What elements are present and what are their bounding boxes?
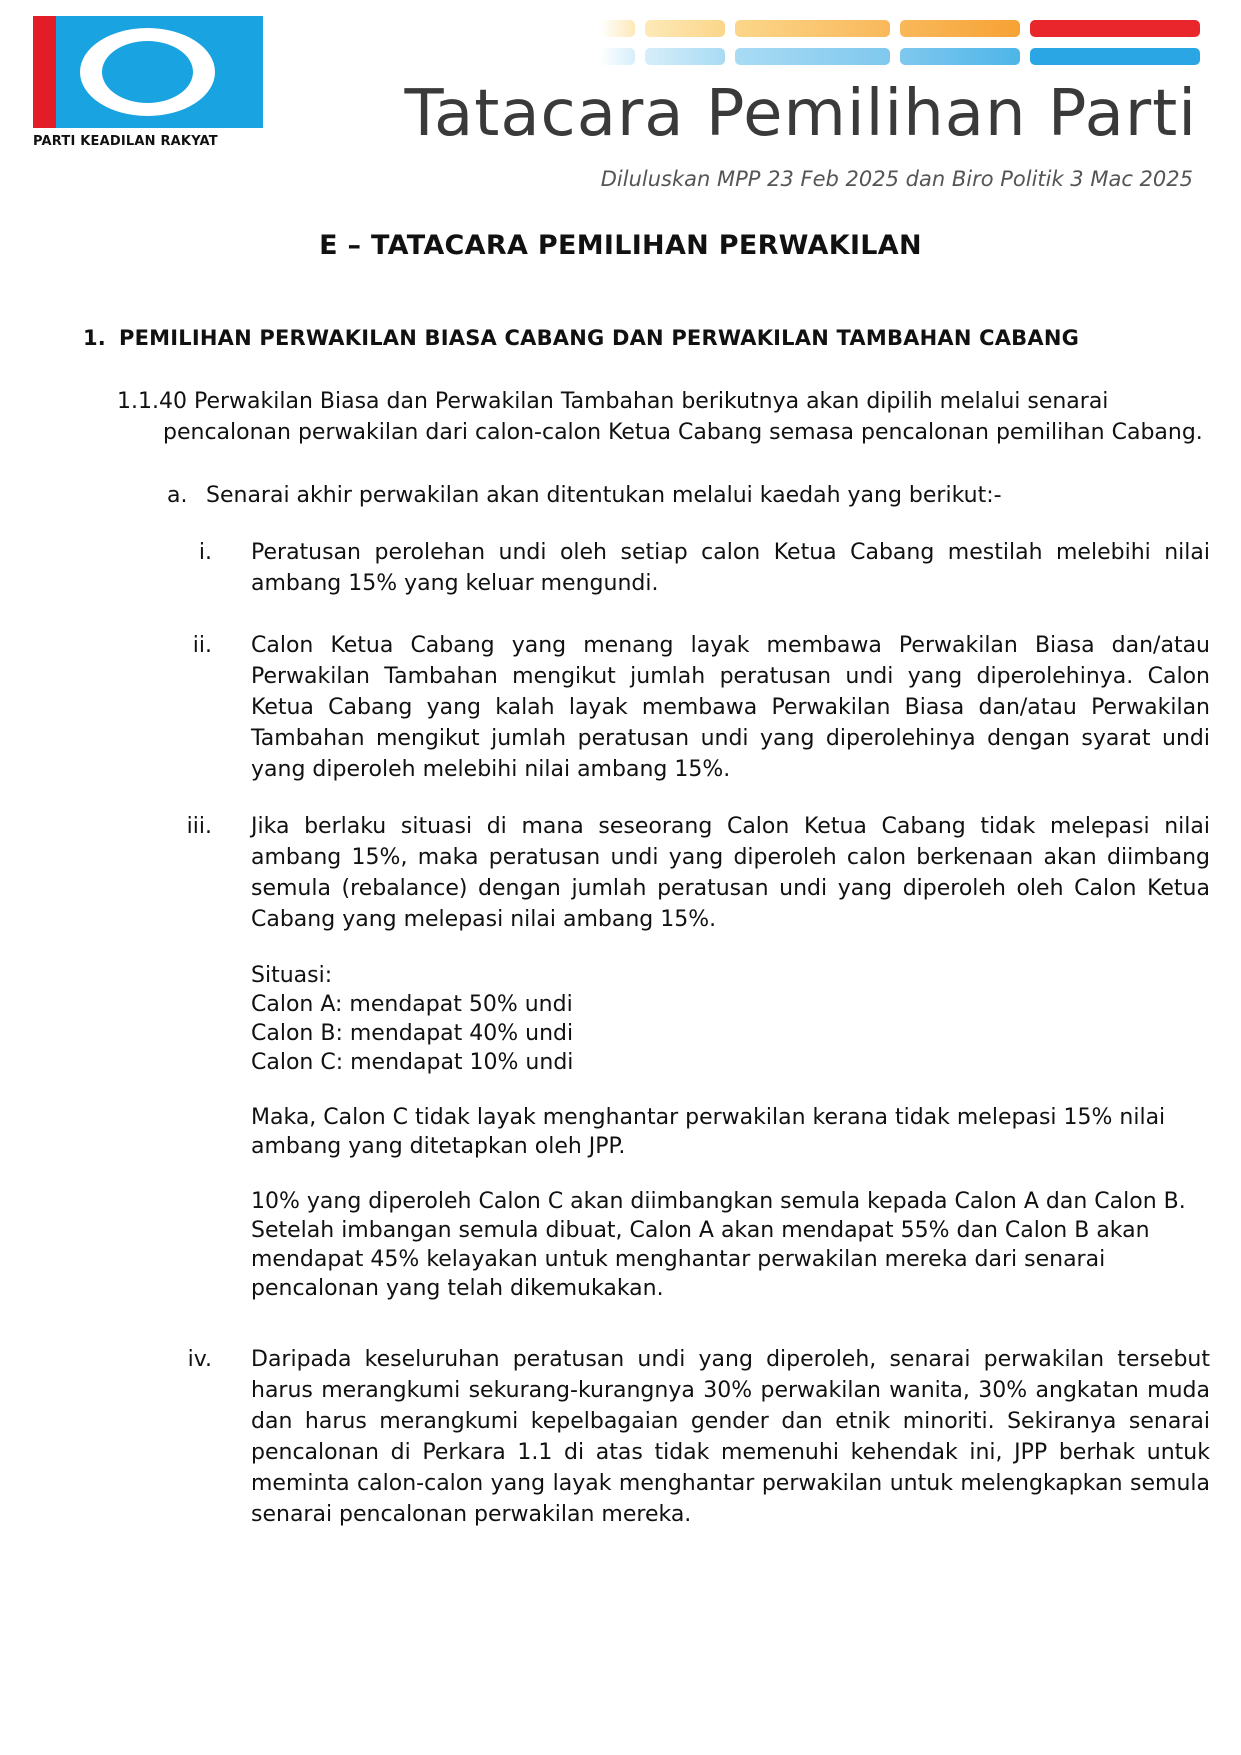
logo-emblem xyxy=(33,16,263,128)
conclusion-text: Maka, Calon C tidak layak menghantar perwakilan kerana tidak melepasi 15% nilai ambang yang ditetapkan oleh JPP. xyxy=(251,1105,1166,1159)
clause-line-2: pencalonan perwakilan dari calon-calon Ketua Cabang semasa pencalonan pemilihan Cabang. xyxy=(163,420,1203,445)
stripe xyxy=(600,48,635,65)
clause-number: 1.1.40 xyxy=(117,389,187,414)
clause-line-1: Perwakilan Biasa dan Perwakilan Tambahan berikutnya akan dipilih melalui senarai xyxy=(193,389,1109,414)
stripe xyxy=(1030,20,1200,37)
sub-clause-text: Senarai akhir perwakilan akan ditentukan melalui kaedah yang berikut:- xyxy=(206,483,1002,508)
stripe xyxy=(600,20,635,37)
stripe xyxy=(900,20,1020,37)
item-number: iii. xyxy=(186,814,212,839)
sub-clause-a xyxy=(167,480,1207,511)
item-text: Calon Ketua Cabang yang menang layak membawa Perwakilan Biasa dan/atau Perwakilan Tambahan mengikut jumlah peratusan undi yang diperolehinya. Calon Ketua Cabang yang kalah layak membawa Perwakilan Biasa dan/atau Perwakilan Tambahan mengikut jumlah peratusan undi yang diperolehinya dengan syarat undi yang diperoleh melebihi nilai ambang 15%. xyxy=(251,633,1210,782)
item-number: i. xyxy=(198,540,212,565)
item-number: ii. xyxy=(192,633,212,658)
logo-ring-icon xyxy=(80,28,215,116)
situation-line: Calon C: mendapat 10% undi xyxy=(251,1050,574,1075)
stripe xyxy=(900,48,1020,65)
logo-blue-field xyxy=(56,16,263,128)
rebalance-text: 10% yang diperoleh Calon C akan diimbangkan semula kepada Calon A dan Calon B. Setelah imbangan semula dibuat, Calon A akan mendapat 55% dan Calon B akan mendapat 45% kelayakan untuk menghantar perwakilan mereka dari senarai pencalonan yang telah dikemukakan. xyxy=(251,1189,1186,1301)
heading-number: 1. xyxy=(83,326,106,350)
document-subtitle: Diluluskan MPP 23 Feb 2025 dan Biro Politik 3 Mac 2025 xyxy=(600,167,1193,191)
item-number: iv. xyxy=(187,1347,212,1372)
item-text: Peratusan perolehan undi oleh setiap calon Ketua Cabang mestilah melebihi nilai ambang 15% yang keluar mengundi. xyxy=(251,540,1210,596)
clause-paragraph xyxy=(117,386,1209,448)
stripe xyxy=(645,48,725,65)
heading-text: PEMILIHAN PERWAKILAN BIASA CABANG DAN PERWAKILAN TAMBAHAN CABANG xyxy=(119,326,1080,350)
situation-line: Calon B: mendapat 40% undi xyxy=(251,1021,574,1046)
item-text: Daripada keseluruhan peratusan undi yang diperoleh, senarai perwakilan tersebut harus merangkumi sekurang-kurangnya 30% perwakilan wanita, 30% angkatan muda dan harus merangkumi kepelbagaian gender dan etnik minoriti. Sekiranya senarai pencalonan di Perkara 1.1 di atas tidak memenuhi kehendak ini, JPP berhak untuk meminta calon-calon yang layak menghantar perwakilan untuk melengkapkan semula senarai pencalonan perwakilan mereka. xyxy=(251,1347,1210,1527)
stripe xyxy=(645,20,725,37)
stripe xyxy=(1030,48,1200,65)
logo-red-bar xyxy=(33,16,56,128)
document-title: Tatacara Pemilihan Parti xyxy=(404,77,1197,151)
sub-clause-label: a. xyxy=(167,483,188,508)
section-heading xyxy=(83,326,1079,350)
section-title: E – TATACARA PEMILIHAN PERWAKILAN xyxy=(319,230,922,261)
item-body xyxy=(251,811,1210,1303)
logo-text: PARTI KEADILAN RAKYAT xyxy=(33,134,218,149)
situation-label: Situasi: xyxy=(251,963,333,988)
header-stripes xyxy=(560,20,1200,68)
party-logo xyxy=(33,16,263,154)
stripe xyxy=(735,48,890,65)
item-text: Jika berlaku situasi di mana seseorang Calon Ketua Cabang tidak melepasi nilai ambang 15%, maka peratusan undi yang diperoleh calon berkenaan akan diimbang semula (rebalance) dengan jumlah peratusan undi yang diperoleh oleh Calon Ketua Cabang yang melepasi nilai ambang 15%. xyxy=(251,814,1210,932)
situation-line: Calon A: mendapat 50% undi xyxy=(251,992,573,1017)
stripe xyxy=(735,20,890,37)
